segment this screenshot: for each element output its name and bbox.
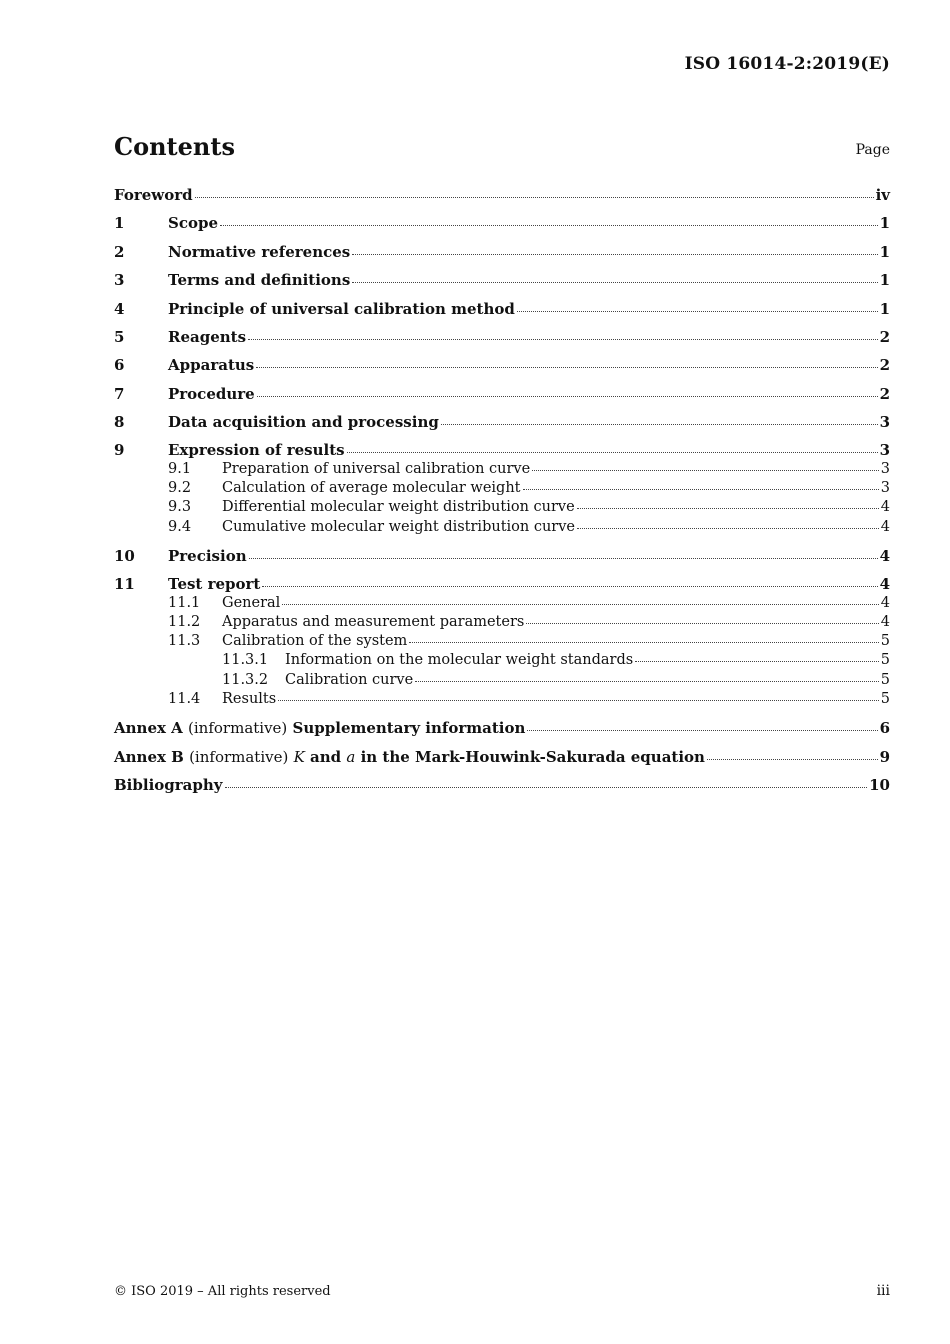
- toc-entry-page: 5: [880, 672, 890, 688]
- toc-entry-title: General: [222, 595, 281, 611]
- annex-title-and: and: [310, 748, 342, 766]
- toc-entry-title: Foreword: [114, 186, 193, 204]
- toc-entry-annex-b[interactable]: [114, 748, 890, 768]
- toc-entry-title: Apparatus: [168, 356, 255, 374]
- toc-entry-page: iv: [875, 186, 890, 204]
- toc-entry-9-3[interactable]: [114, 499, 890, 519]
- page-title: Contents: [114, 132, 235, 161]
- toc-entry-number: 10: [114, 547, 135, 565]
- leader-dots: [257, 395, 878, 397]
- leader-dots: [523, 488, 879, 490]
- leader-dots: [195, 196, 874, 198]
- toc-entry-page: 3: [880, 461, 890, 477]
- leader-dots: [415, 680, 879, 682]
- toc-entry-number: 11: [114, 575, 135, 593]
- toc-entry-number: 11.2: [168, 614, 201, 630]
- toc-entry-apparatus[interactable]: [114, 356, 890, 376]
- annex-label: Annex A: [114, 719, 183, 737]
- toc-entry-11-3[interactable]: [114, 633, 890, 653]
- toc-entry-scope[interactable]: [114, 214, 890, 234]
- annex-type: (informative): [189, 748, 289, 766]
- leader-dots: [635, 660, 879, 662]
- toc-entry-title: Preparation of universal calibration curve: [222, 461, 531, 477]
- leader-dots: [577, 527, 879, 529]
- toc-entry-title: Scope: [168, 214, 219, 232]
- toc-entry-number: 9.2: [168, 480, 192, 496]
- toc-entry-title: Calculation of average molecular weight: [222, 480, 521, 496]
- toc-entry-page: 6: [879, 719, 890, 737]
- toc-entry-number: 6: [114, 356, 125, 374]
- toc-entry-9-4[interactable]: [114, 519, 890, 539]
- leader-dots: [441, 423, 878, 425]
- leader-dots: [352, 253, 877, 255]
- toc-entry-page: 4: [879, 575, 890, 593]
- annex-label: Annex B: [114, 748, 184, 766]
- toc-entry-9-1[interactable]: [114, 461, 890, 481]
- toc-entry-page: 4: [880, 499, 890, 515]
- toc-entry-page: 1: [879, 243, 890, 261]
- page-number: iii: [876, 1283, 890, 1299]
- toc-entry-page: 3: [879, 413, 890, 431]
- toc-entry-bibliography[interactable]: [114, 776, 890, 796]
- toc-entry-number: 1: [114, 214, 125, 232]
- toc-entry-number: 9: [114, 441, 125, 459]
- document-id: ISO 16014-2:2019(E): [684, 54, 890, 74]
- toc-entry-number: 11.3: [168, 633, 201, 649]
- toc-entry-page: 4: [880, 614, 890, 630]
- leader-dots: [256, 366, 877, 368]
- toc-entry-title: Apparatus and measurement parameters: [222, 614, 525, 630]
- toc-entry-title: Terms and definitions: [168, 271, 351, 289]
- toc-entry-number: 5: [114, 328, 125, 346]
- toc-entry-number: 9.1: [168, 461, 192, 477]
- leader-dots: [352, 281, 877, 283]
- toc-entry-title: Bibliography: [114, 776, 223, 794]
- toc-entry-title: [114, 748, 705, 766]
- toc-entry-principle[interactable]: [114, 300, 890, 320]
- toc-entry-11-1[interactable]: [114, 595, 890, 615]
- leader-dots: [249, 557, 878, 559]
- toc-entry-11-3-2[interactable]: [114, 672, 890, 692]
- leader-dots: [526, 622, 878, 624]
- toc-entry-terms-and-definitions[interactable]: [114, 271, 890, 291]
- leader-dots: [347, 451, 878, 453]
- toc-entry-page: 2: [879, 328, 890, 346]
- page-column-label: Page: [855, 142, 890, 158]
- leader-dots: [409, 641, 878, 643]
- toc-entry-page: 1: [879, 300, 890, 318]
- copyright-notice: © ISO 2019 – All rights reserved: [114, 1284, 331, 1299]
- toc-entry-11-3-1[interactable]: [114, 652, 890, 672]
- toc-entry-number: 9.4: [168, 519, 192, 535]
- toc-entry-page: 4: [880, 595, 890, 611]
- toc-entry-page: 2: [879, 356, 890, 374]
- toc-entry-page: 3: [880, 480, 890, 496]
- toc-entry-title: Information on the molecular weight standards: [285, 652, 634, 668]
- toc-entry-number: 2: [114, 243, 125, 261]
- leader-dots: [220, 224, 878, 226]
- toc-entry-page: 9: [879, 748, 890, 766]
- toc-entry-foreword[interactable]: [114, 186, 890, 206]
- toc-entry-title: Precision: [168, 547, 247, 565]
- toc-entry-page: 2: [879, 385, 890, 403]
- leader-dots: [527, 729, 877, 731]
- toc-entry-number: 11.4: [168, 691, 201, 707]
- toc-entry-number: 11.1: [168, 595, 201, 611]
- toc-entry-normative-references[interactable]: [114, 243, 890, 263]
- toc-entry-page: 5: [880, 691, 890, 707]
- toc-entry-title: Calibration of the system: [222, 633, 408, 649]
- toc-entry-expression-of-results[interactable]: [114, 441, 890, 461]
- toc-entry-page: 5: [880, 652, 890, 668]
- toc-entry-page: 3: [879, 441, 890, 459]
- leader-dots: [577, 507, 879, 509]
- toc-entry-title: Results: [222, 691, 277, 707]
- toc-entry-precision[interactable]: [114, 547, 890, 567]
- toc-entry-page: 10: [869, 776, 890, 794]
- toc-entry-title: Normative references: [168, 243, 351, 261]
- toc-entry-title: Reagents: [168, 328, 247, 346]
- toc-entry-page: 4: [879, 547, 890, 565]
- annex-title: in the Mark-Houwink-Sakurada equation: [360, 748, 705, 766]
- annex-type: (informative): [188, 719, 288, 737]
- toc-entry-9-2[interactable]: [114, 480, 890, 500]
- leader-dots: [282, 603, 878, 605]
- toc-entry-reagents[interactable]: [114, 328, 890, 348]
- toc-entry-page: 1: [879, 214, 890, 232]
- leader-dots: [262, 585, 877, 587]
- leader-dots: [532, 469, 879, 471]
- toc-entry-number: 4: [114, 300, 125, 318]
- toc-entry-title: Calibration curve: [285, 672, 414, 688]
- toc-entry-title: Cumulative molecular weight distribution curve: [222, 519, 575, 535]
- toc-entry-test-report[interactable]: [114, 575, 890, 595]
- toc-entry-title: Data acquisition and processing: [168, 413, 439, 431]
- toc-entry-number: 11.3.1: [222, 652, 269, 668]
- toc-entry-title: Differential molecular weight distribution curve: [222, 499, 575, 515]
- toc-entry-number: 7: [114, 385, 125, 403]
- toc-entry-title: [114, 719, 525, 737]
- leader-dots: [707, 758, 878, 760]
- toc-entry-procedure[interactable]: [114, 385, 890, 405]
- annex-title: Supplementary information: [292, 719, 526, 737]
- symbol-a: a: [346, 748, 356, 766]
- toc-entry-annex-a[interactable]: [114, 719, 890, 739]
- leader-dots: [248, 338, 878, 340]
- toc-entry-number: 8: [114, 413, 125, 431]
- toc-entry-title: Expression of results: [168, 441, 345, 459]
- leader-dots: [278, 699, 879, 701]
- toc-entry-page: 1: [879, 271, 890, 289]
- toc-entry-title: Principle of universal calibration method: [168, 300, 515, 318]
- toc-entry-title: Test report: [168, 575, 261, 593]
- toc-entry-title: Procedure: [168, 385, 255, 403]
- toc-entry-data-acquisition[interactable]: [114, 413, 890, 433]
- toc-entry-number: 11.3.2: [222, 672, 269, 688]
- leader-dots: [225, 786, 868, 788]
- toc-entry-page: 4: [880, 519, 890, 535]
- symbol-k: K: [293, 748, 305, 766]
- toc-entry-number: 9.3: [168, 499, 192, 515]
- toc-entry-number: 3: [114, 271, 125, 289]
- toc-entry-11-2[interactable]: [114, 614, 890, 634]
- toc-entry-11-4[interactable]: [114, 691, 890, 711]
- toc-entry-page: 5: [880, 633, 890, 649]
- leader-dots: [517, 310, 878, 312]
